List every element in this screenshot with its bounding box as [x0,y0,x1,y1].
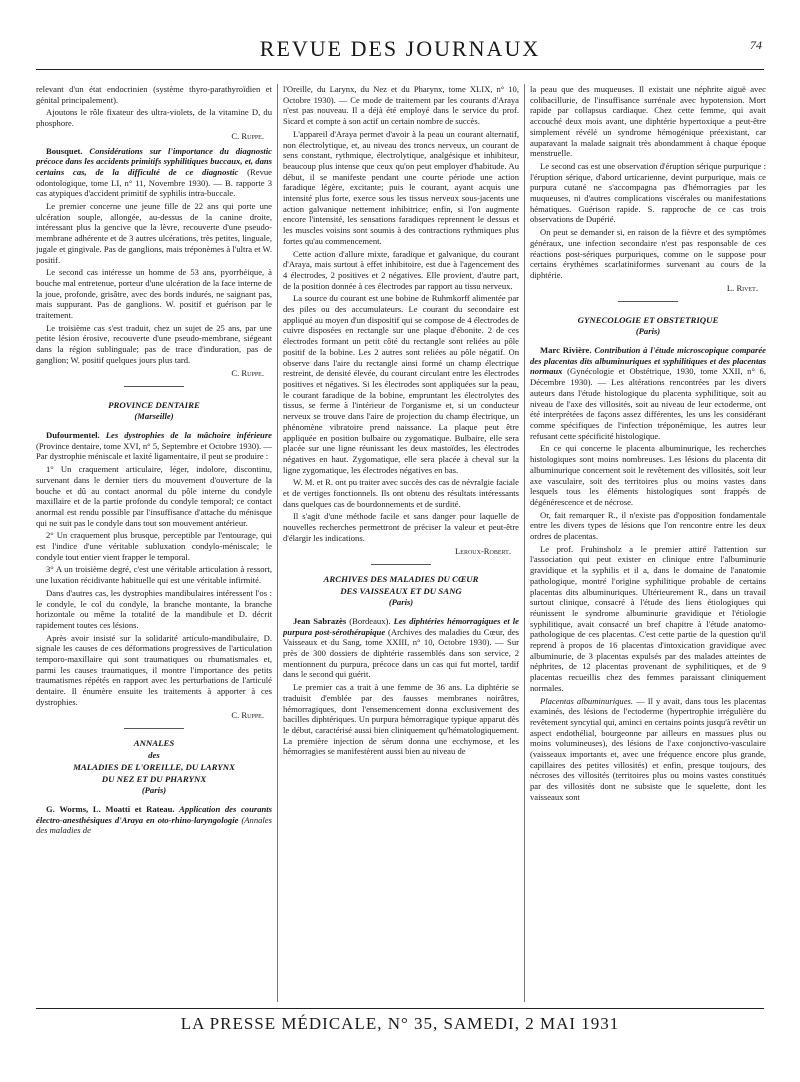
paragraph-text: — Il y avait, dans tous les placentas examinés, des lésions de l'ectoderme (hypertrophie irrégulière du revêtement syncytial qui, aminci en certains points jusqu'à revêtir un aspect endothélial, bourgeonne par ailleurs en massues plus ou moins volumineuses), des lésions de l'axe conjonctivo-vasculaire (vaisseaux importants et, avec une fréquence encore plus grande, capillaires des petites villosités) et enfin, presque toujours, des nécroses des villosités (territoires plus ou moins vastes constitués par des villosités dont ne subsiste que le squelette, dont les vaisseaux sont [530,695,766,802]
paragraph: Le second cas est une observation d'éruption sérique purpurique : l'éruption sérique, d'abord urticarienne, devint purpurique, mais ce purpura cutané ne s'accompagna pas d'hémorragies par les muqueuses, ni d'autres complications viscérales ou manifestations hématiques. Guérison rapide. S. rapproche de ce cas trois observations de Dupérié. [530,160,766,225]
paragraph: Le premier cas a trait à une femme de 36 ans. La diphtérie se traduisit d'emblée par des fausses membranes noirâtres, hémorragiques, dont l'ensemencement donna exclusivement des bacilles diphtériques. Un purpura hémorragique typique apparut dès le début, caractérisé aussi bien cliniquement qu'hématologiquement. La première injection de sérum donna une ecchymose, et les hémorragies se manifestèrent aussi bien au niveau de [283,682,519,757]
section-city: (Paris) [635,326,661,337]
paragraph: Le troisième cas s'est traduit, chez un sujet de 25 ans, par une petite lésion érosive, recouverte d'une pseudo-membrane, siégeant dans la région sublinguale; pas de trace d'induration, pas de ganglion; W. positif quelques jours plus tard. [36,322,272,365]
paragraph: On peut se demander si, en raison de la fièvre et des symptômes généraux, une infection secondaire n'est pas responsable de ces réactions post-sériques purpuriques, comme on le suppose pour certains érythèmes scarlatiniformes survenant au cours de la diphtérie. [530,227,766,280]
paragraph: 2° Un craquement plus brusque, perceptible par l'entourage, qui est l'indice d'une véritable subluxation condylo-méniscale; le condyle tout entier vient frapper le temporal. [36,530,272,562]
article-reference: (Gynécologie et Obstétrique, 1930, tome XXII, n° 6, Décembre 1930). — Les altérations rencontrées par les divers auteurs dans l'étude histologique du placenta syphilitique, soit au niveau de l'axe des villosités, soit au niveau de leur ectoderme, ont été interprétées de façons assez différentes, les uns les considérant comme spécifiques de l'infection tréponémique, les autres leur refusant cette spécificité histologique. [530,366,766,441]
article-title: Contribution à l'étude microscopique comparée des placentas dits albuminuriques et syphilitiques et des placentas normaux [530,345,766,377]
paragraph: 1° Un craquement articulaire, léger, indolore, discontinu, survenant dans le dernier tiers du mouvement d'ouverture de la bouche et dû au contact anormal du pôle interne du condyle maxillaire et de la partie profonde du condyle temporal; ce contact anormal est rendu possible par l'insuffisance d'attache du ménisque qui ne suit pas le condyle dans tout son mouvement antérieur. [36,464,272,528]
section-city: (Marseille) [134,411,174,422]
author-signature: L. Rivet. [726,282,758,293]
paragraph: Cette action d'allure mixte, faradique et galvanique, du courant d'Araya, mais surtout à effet inhibitoire, est due à l'agencement des 4 électrodes, 2 positives et 2 négatives. Elle provient, d'autre part, de la position donnée à ces électrodes par rapport au tissu nerveux. [283,248,519,291]
section-city: (Paris) [388,597,414,608]
paragraph [530,696,766,803]
column-divider [524,84,525,1002]
article-reference: (Revue odontologique, tome LI, n° 11, Novembre 1930). — B. rapporte 3 cas atypiques d'accident primitif de syphilis intra-buccale. [36,166,272,199]
section-title-line: DES VAISSEAUX ET DU SANG [340,586,462,597]
section-separator [618,301,678,302]
paragraph: Il s'agit d'une méthode facile et sans danger pour laquelle de nouvelles recherches permettront de préciser la valeur et peut-être d'élargir les indications. [283,511,519,543]
subheading-lead: Placentas albuminuriques. [540,695,634,706]
article-heading [283,616,519,680]
article-author-city: (Bordeaux). [349,615,391,626]
page-header [36,34,764,70]
journal-issue-line: LA PRESSE MÉDICALE, N° 35, SAMEDI, 2 MAI 1931 [180,1014,620,1033]
header-rule [36,69,764,70]
paragraph: Or, fait remarquer R., il n'existe pas d'opposition fondamentale entre les divers types de lésions que l'on rencontre entre les deux ordres de placentas. [530,509,766,542]
author-signature: Leroux-Robert. [455,545,511,556]
paragraph: la peau que des muqueuses. Il existait une néphrite aiguë avec colibacillurie, de l'insuffisance surrénale avec hypotension. Mort rapide par collapsus cardiaque. Chez cette femme, qui avait accouché deux mois avant, une diphtérie hypertoxique a peut-être simplement révélé un syndrome hémogénique préexistant, car auparavant la malade saignait très abondamment à chaque époque menstruelle. [530,84,766,159]
article-reference: (Annales des maladies de [36,814,272,836]
article-author: Jean Sabrazès [293,615,347,626]
section-separator [124,386,184,387]
article-title: Les diphtéries hémorragiques et le purpura post-sérothérapique [283,615,519,637]
section-title-line: des [148,750,160,761]
paragraph: Après avoir insisté sur la solidarité articulo-mandibulaire, D. signale les causes de ces déformations progressives de l'articulation temporo-maxillaire qui sont traumatiques ou rhumatismales et, parmi les causes traumatiques, il montre l'importance des petits traumatismes répétés en rapport avec les perturbations de l'articulé dentaire. Il énumère ensuite les traitements à apporter à ces dystrophies. [36,632,272,707]
paragraph: La source du courant est une bobine de Ruhmkorff alimentée par des piles ou des accumulateurs. Le courant du secondaire est appliqué au moyen d'un dispositif qui se compose de 4 électrodes de cuivre disposées en rectangle sur une plaque d'ébonite. 2 de ces électrodes formant un petit côté du rectangle sont reliées au pôle positif de la bobine. Les 2 autres sont reliées au pôle négatif. On observe dans l'aire du rectangle ainsi formé un champ électrique restreint, de densité élevée, du courant circulant entre les électrodes positives et négatives. Si les électrodes sont appliquées sur la peau, le courant faradique de la bobine, empruntant les électrolytes des tissus, se ferme à l'intérieur de l'organisme et, si un conducteur nerveux se trouve dans l'aire de projection du champ électrique, un phénomène vibratoire prend naissance. La plaque peut être appliquée en position bulbaire ou zygomatique. Bulbaire, elle sera placée sur une ligne réunissant les deux mastoïdes, les électrodes négatives en haut. Zygomatique, elle sera placée à cheval sur la ligne zygomatique, les électrodes négatives en bas. [283,293,519,475]
article-author: Dufourmentel. [46,429,100,440]
paragraph: l'Oreille, du Larynx, du Nez et du Pharynx, tome XLIX, n° 10, Octobre 1930). — Ce mode de traitement par les courants d'Araya n'est pas nouveau. Il a déjà été employé dans le service du prof. Sicard et compte à son actif un certain nombre de succès. [283,84,519,127]
article-title: Considérations sur l'importance du diagnostic précoce dans les accidents primitifs syphilitiques buccaux, et, dans certains cas, de la difficulté de ce diagnostic [36,145,272,177]
section-title-line: ANNALES [133,738,175,749]
paragraph: relevant d'un état endocrinien (système thyro-parathyroïdien et génital principalement). [36,84,272,105]
column-left [36,84,272,1002]
column-divider [277,84,278,1002]
section-title: GYNECOLOGIE ET OBSTETRIQUE [577,315,719,326]
article-title: Les dystrophies de la mâchoire inférieure [105,429,272,440]
article-heading [36,430,272,462]
page-number: 74 [750,38,762,52]
section-title-line: DU NEZ ET DU PHARYNX [101,774,207,785]
footer-rule [36,1008,764,1009]
column-right [530,84,766,1002]
article-author: Bousquet. [46,145,83,156]
paragraph: Ajoutons le rôle fixateur des ultra-violets, de la vitamine D, du phosphore. [36,107,272,129]
paragraph: W. M. et R. ont pu traiter avec succès des cas de névralgie faciale et de vertiges fonctionnels. Ils ont obtenu des résultats intéressants dans quelques cas de bourdonnements et de surdité. [283,477,519,509]
article-heading [36,804,272,836]
article-reference: (Archives des maladies du Cœur, des Vaisseaux et du Sang, tome XXIII, n° 10, Octobre 1930). — Sur près de 300 dossiers de diphtérie rassemblés dans son service, 2 mentionnent du purpura, précoce dans un cas qui fut mortel, tardif dans le second qui guérit. [283,626,519,680]
section-title-line: MALADIES DE L'OREILLE, DU LARYNX [73,762,235,773]
section-city: (Paris) [141,785,167,796]
section-separator [124,728,184,729]
paragraph: 3° A un troisième degré, c'est une véritable articulation à ressort, une luxation récidivante habituelle qui est une véritable infirmité. [36,564,272,586]
section-title: PROVINCE DENTAIRE [108,400,200,411]
article-author: Marc Rivière. [540,345,592,356]
paragraph: Le prof. Fruhinsholz a le premier attiré l'attention sur l'association qui peut exister en clinique entre l'albuminurie gravidique et la syphilis et il a, dans le domaine de l'anatomie pathologique, montré l'origine syphilitique probable de certains placentas dits albuminuriques. Ultérieurement R., dans un travail surtout clinique, consacré à l'étude des liens étiologiques qui réunissent le syndrome albuminurie gravidique et l'étiologie syphilitique, avait consacré un bref chapitre à l'étude anatomo-pathologique de ces placentas. C'est cette partie de la question qu'il reprend à propos de 16 placentas d'intoxication gravidique avec albuminurie, de 3 placentas expulsés par des malades atteintes de néphrites, de 12 placentas provenant de syphilitiques, et de 9 placentas recueillis chez des femmes paraissant cliniquement normales. [530,543,766,693]
paragraph: Le premier concerne une jeune fille de 22 ans qui porte une ulcération souple, allongée, au-dessus de la canine droite, intéressant plus la gencive que la lèvre, recouverte d'une pseudo-membrane adhérente et de 3 autres ulcérations, très petites, linguale, jugale et gingivale. Pas de ganglions, mais tréponèmes à l'ultra et W. positif. [36,201,272,265]
paragraph: Dans d'autres cas, les dystrophies mandibulaires intéressent l'os : le condyle, le col du condyle, la branche montante, la branche horizontale ou même la totalité de la mandibule et D. décrit rapidement toutes ces lésions. [36,587,272,630]
column-middle [283,84,519,1002]
article-reference: (Province dentaire, tome XVI, n° 5, Septembre et Octobre 1930). — Par dystrophie méniscale et laxité ligamentaire, il peut se produire : [36,440,272,462]
page-footer [36,1008,764,1038]
section-separator [371,564,431,565]
article-heading [36,146,272,200]
article-author: G. Worms, L. Moatti et Rateau. [46,803,175,814]
author-signature: C. Ruppe. [231,130,264,141]
author-signature: C. Ruppe. [231,709,264,720]
paragraph: En ce qui concerne le placenta albuminurique, les recherches histologiques sont moins nombreuses. Les lésions du placenta dit albuminurique concernent soit le revêtement des villosités, soit leur axe vasculaire, soit des territoires plus ou moins vastes dans lesquels tous les éléments histologiques sont frappés de dégénérescence et de nécrose. [530,443,766,507]
paragraph: L'appareil d'Araya permet d'avoir à la peau un courant alternatif, non électrolytique, et, au niveau des troncs nerveux, un courant de sens constant, rythmique, électrolytique, analgésique et inhibiteur, beaucoup plus intense que ceux qu'on peut employer d'habitude. Au début, il se manifeste pendant une courte période une action faradique légère, excitante; puis le courant, ayant acquis une intensité plus forte, exerce sous les tissus nerveux sous-jacents une action galvanique nettement inhibitrice; enfin, si l'on augmente encore l'intensité, les sensations faradiques reprennent le dessus et les muscles voisins sont soumis à des contractions rythmiques plus fortes qu'au commencement. [283,128,519,246]
journal-title: REVUE DES JOURNAUX [259,36,541,61]
article-heading [530,345,766,441]
paragraph: Le second cas intéresse un homme de 53 ans, pyorrhéique, à bouche mal entretenue, porteur d'une ulcération de la face interne de la joue, profonde, grisâtre, avec des bords indurés, ne saignant pas, mais suppurant. Pas de ganglions. W. positif et guérison par le traitement. [36,267,272,321]
author-signature: C. Ruppe. [231,367,264,378]
article-title: Application des courants électro-anesthésiques d'Araya en oto-rhino-laryngologie [36,803,272,825]
section-title-line: ARCHIVES DES MALADIES DU CŒUR [323,574,479,585]
